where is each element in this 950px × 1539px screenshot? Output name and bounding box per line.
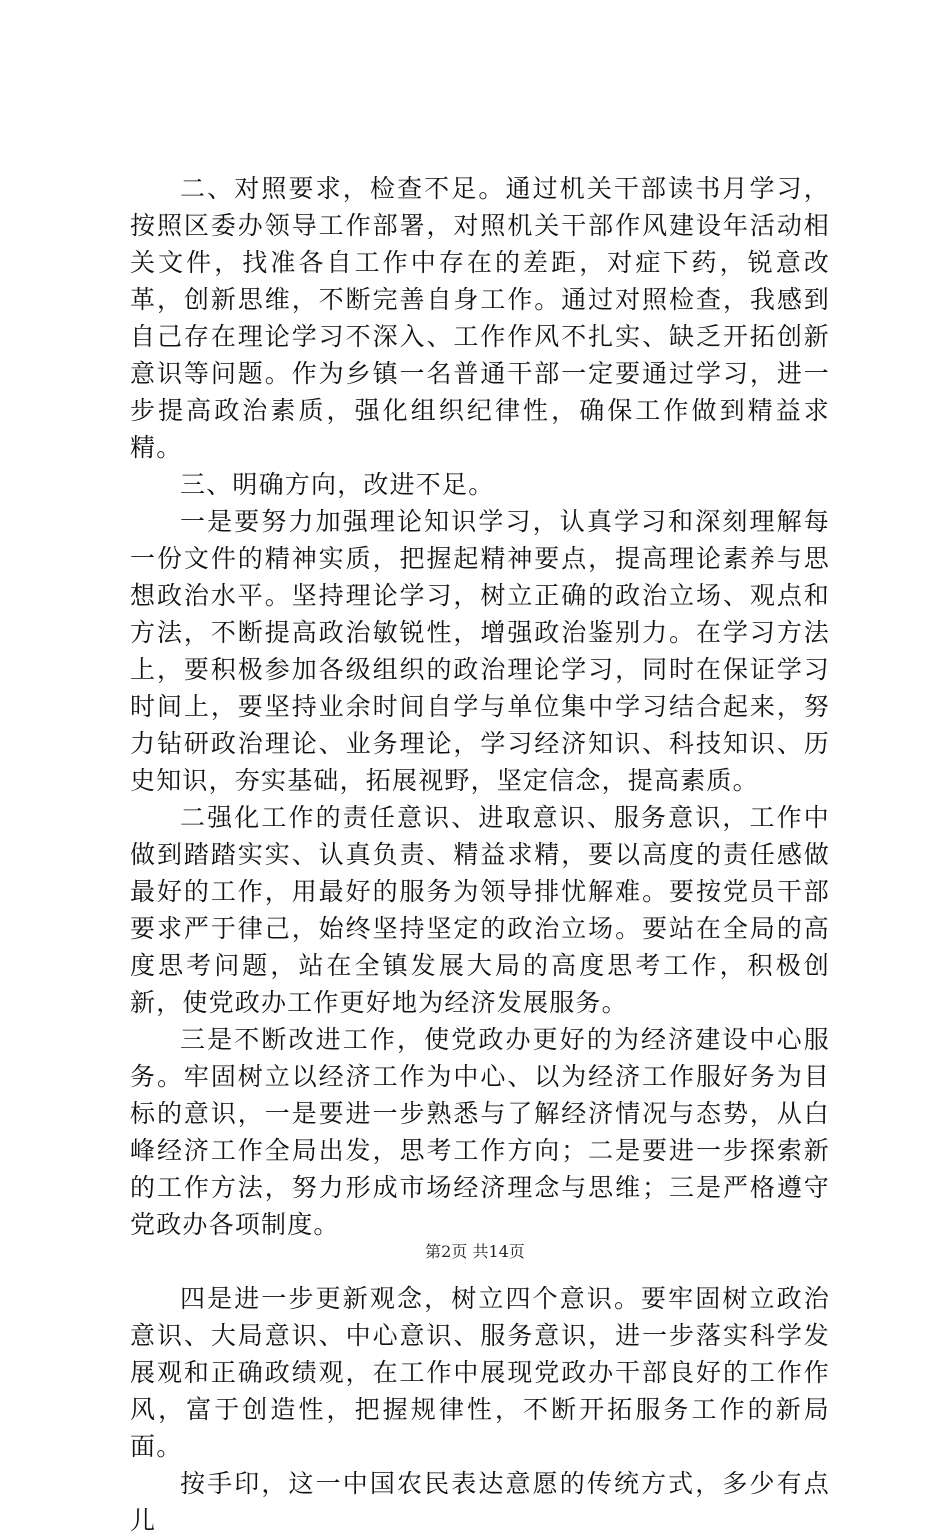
paragraph-point-four: 四是进一步更新观念，树立四个意识。要牢固树立政治意识、大局意识、中心意识、服务意识，进一步落实科学发展观和正确政绩观，在工作中展现党政办干部良好的工作作风，富于创造性，把握规律性，不断开拓服务工作的新局面。 — [130, 1284, 830, 1461]
paragraph-section-two: 二、对照要求，检查不足。通过机关干部读书月学习，按照区委办领导工作部署，对照机关干部作风建设年活动相关文件，找准各自工作中存在的差距，对症下药，锐意改革，创新思维，不断完善自身工作。通过对照检查，我感到自己存在理论学习不深入、工作作风不扎实、缺乏开拓创新意识等问题。作为乡镇一名普通干部一定要通过学习，进一步提高政治素质，强化组织纪律性，确保工作做到精益求精。 — [130, 174, 830, 462]
page-number-footer: 第2页 共14页 — [425, 1242, 525, 1261]
paragraph-section-three-heading: 三、明确方向，改进不足。 — [180, 470, 495, 499]
paragraph-point-two: 二强化工作的责任意识、进取意识、服务意识，工作中做到踏踏实实、认真负责、精益求精，要以高度的责任感做最好的工作，用最好的服务为领导排忧解难。要按党员干部要求严于律己，始终坚持坚定的政治立场。要站在全局的高度思考问题，站在全镇发展大局的高度思考工作，积极创新，使党政办工作更好地为经济发展服务。 — [130, 803, 830, 1017]
document-body — [130, 170, 830, 1539]
paragraph-next-article-start: 按手印，这一中国农民表达意愿的传统方式，多少有点儿 — [130, 1469, 830, 1535]
paragraph-point-one: 一是要努力加强理论知识学习，认真学习和深刻理解每一份文件的精神实质，把握起精神要点，提高理论素养与思想政治水平。坚持理论学习，树立正确的政治立场、观点和方法，不断提高政治敏锐性，增强政治鉴别力。在学习方法上，要积极参加各级组织的政治理论学习，同时在保证学习时间上，要坚持业余时间自学与单位集中学习结合起来，努力钻研政治理论、业务理论，学习经济知识、科技知识、历史知识，夯实基础，拓展视野，坚定信念，提高素质。 — [130, 507, 830, 795]
paragraph-point-three: 三是不断改进工作，使党政办更好的为经济建设中心服务。牢固树立以经济工作为中心、以为经济工作服好务为目标的意识，一是要进一步熟悉与了解经济情况与态势，从白峰经济工作全局出发，思考工作方向；二是要进一步探索新的工作方法，努力形成市场经济理念与思维；三是严格遵守党政办各项制度。 — [130, 1025, 830, 1239]
